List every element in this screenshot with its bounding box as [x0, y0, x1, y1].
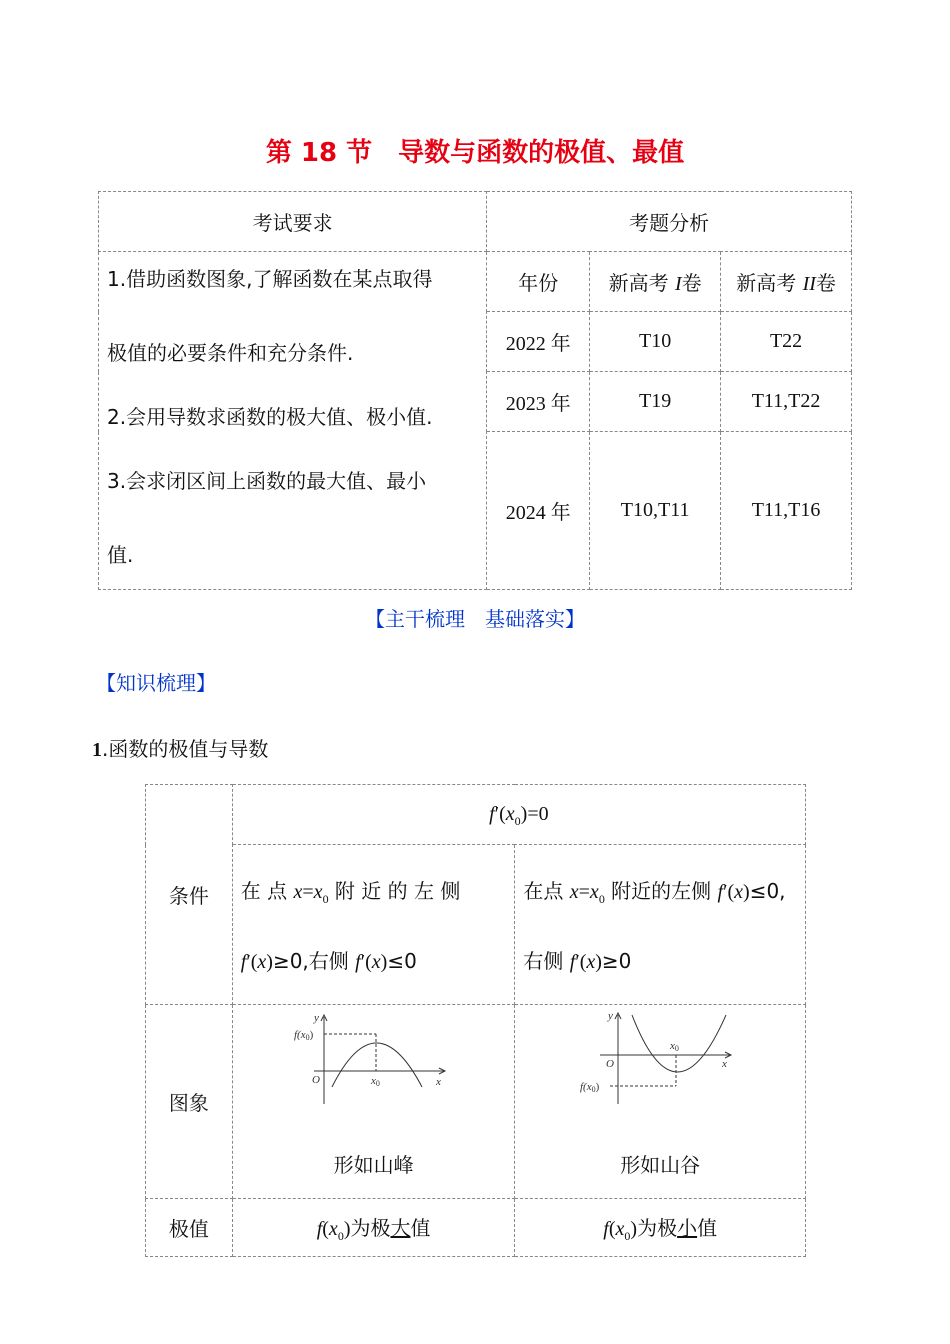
paper2-cell: T11,T16 — [721, 432, 852, 590]
year-cell: 2022 年 — [487, 312, 590, 372]
paper1-cell: T19 — [590, 372, 721, 432]
min-value-cell: $f(x_0)$为极小值 — [515, 1199, 806, 1257]
col-paper-1: 新高考 I卷 — [590, 252, 721, 312]
valley-graph-cell — [515, 1005, 806, 1199]
condition-right: 在点 $x=x_0$ 附近的左侧 f′(x)≤0, 右侧 f′(x)≥0 — [515, 845, 806, 1005]
row-label-condition: 条件 — [146, 785, 233, 1005]
exam-analysis-table — [98, 191, 852, 590]
paper1-cell: T10 — [590, 312, 721, 372]
x0-label: x0 — [370, 1075, 380, 1088]
paper2-cell: T11,T22 — [721, 372, 852, 432]
requirement-line: 极值的必要条件和充分条件. — [107, 341, 354, 365]
requirements-cell — [99, 252, 487, 590]
header-question-analysis: 考题分析 — [487, 192, 852, 252]
fx0-label: f(x0) — [293, 1029, 313, 1042]
paper1-cell: T10,T11 — [590, 432, 721, 590]
peak-caption: 形如山峰 — [333, 1153, 414, 1177]
axis-y-label: y — [313, 1012, 319, 1024]
col-year: 年份 — [487, 252, 590, 312]
max-value-cell: $f(x_0)$为极大值 — [232, 1199, 515, 1257]
paper2-cell: T22 — [721, 312, 852, 372]
axis-x-label: x — [722, 1058, 728, 1070]
row-label-graph: 图象 — [146, 1005, 233, 1199]
extreme-value-table — [145, 784, 806, 1257]
valley-caption: 形如山谷 — [620, 1153, 701, 1177]
requirement-line: 值. — [107, 543, 134, 567]
axis-x-label: x — [435, 1076, 441, 1088]
origin-label: O — [311, 1074, 320, 1086]
section-heading: 【主干梳理 基础落实】 — [365, 607, 585, 631]
subsection-title: 1.函数的极值与导数 — [92, 737, 269, 761]
x0-label: x0 — [670, 1040, 680, 1053]
col-paper-2: 新高考 II卷 — [721, 252, 852, 312]
year-cell: 2023 年 — [487, 372, 590, 432]
row-label-extreme: 极值 — [146, 1199, 233, 1257]
knowledge-heading: 【知识梳理】 — [96, 671, 216, 695]
condition-left: 在 点 $x=x_0$ 附 近 的 左 侧 f′(x)≥0,右侧 f′(x)≤0 — [232, 845, 515, 1005]
page-title: 第 18 节 导数与函数的极值、最值 — [265, 138, 685, 168]
peak-graph-cell — [232, 1005, 515, 1199]
header-exam-requirements: 考试要求 — [99, 192, 487, 252]
derivative-zero-cell: $f'(x_0)=0$ — [232, 785, 805, 845]
year-cell: 2024 年 — [487, 432, 590, 590]
valley-graph — [580, 1009, 740, 1109]
requirement-line: 3.会求闭区间上函数的最大值、最小 — [107, 469, 427, 493]
fx0-label: f(x0) — [580, 1081, 600, 1094]
peak-graph — [294, 1009, 454, 1109]
requirement-line: 1.借助函数图象,了解函数在某点取得 — [107, 267, 433, 291]
requirement-line: 2.会用导数求函数的极大值、极小值. — [107, 405, 433, 429]
axis-y-label: y — [608, 1010, 614, 1022]
origin-label: O — [606, 1058, 615, 1070]
